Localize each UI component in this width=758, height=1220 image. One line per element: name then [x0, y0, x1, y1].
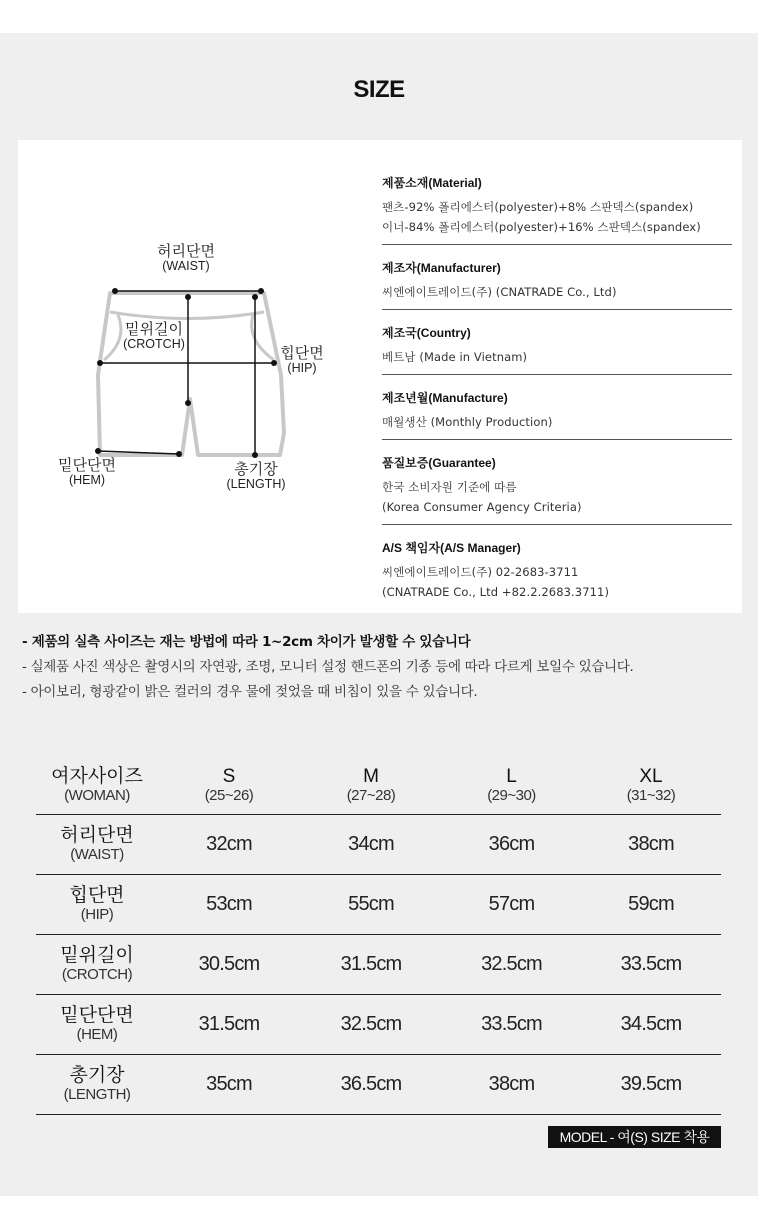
- row-label-en: (HIP): [80, 906, 114, 923]
- table-cell: 39.5cm: [581, 1055, 721, 1115]
- shorts-illustration: [18, 140, 378, 613]
- info-line: 씨엔에이트레이드(주) (CNATRADE Co., Ltd): [382, 285, 617, 299]
- info-line: 매월생산 (Monthly Production): [382, 415, 553, 429]
- crotch-label-ko: 밑위길이: [125, 321, 183, 338]
- size-name: S: [222, 765, 236, 787]
- table-cell: 36cm: [442, 815, 581, 875]
- info-heading: 제조국(Country): [382, 326, 471, 340]
- size-range: (27~28): [346, 786, 396, 804]
- row-label-en: (LENGTH): [63, 1086, 131, 1103]
- length-label-en: (LENGTH): [226, 477, 286, 491]
- header-label-en: (WOMAN): [64, 786, 130, 804]
- info-heading: 품질보증(Guarantee): [382, 456, 496, 470]
- info-as-manager: [382, 539, 732, 609]
- waist-label-ko: 허리단면: [157, 243, 215, 260]
- row-label: [36, 815, 158, 875]
- note-measurement: - 제품의 실측 사이즈는 재는 방법에 따라 1~2cm 차이가 발생할 수 있습니다: [22, 634, 471, 650]
- info-heading: 제품소재(Material): [382, 176, 482, 190]
- size-notes: [22, 630, 742, 705]
- table-cell: 33.5cm: [442, 995, 581, 1055]
- table-cell: 32cm: [158, 815, 300, 875]
- note-transparency: - 아이보리, 형광같이 밝은 컬러의 경우 물에 젖었을 때 비침이 있을 수 있습니다.: [22, 684, 478, 700]
- table-header-row: [36, 756, 721, 815]
- hem-label-en: (HEM): [68, 473, 106, 487]
- table-cell: 59cm: [581, 875, 721, 935]
- header-label-ko: 여자사이즈: [51, 765, 143, 787]
- hip-label: [270, 346, 334, 375]
- table-row: [36, 995, 721, 1055]
- table-cell: 38cm: [581, 815, 721, 875]
- table-row: [36, 935, 721, 995]
- row-label-en: (WAIST): [70, 846, 124, 863]
- table-cell: 34cm: [300, 815, 442, 875]
- crotch-label-en: (CROTCH): [123, 337, 185, 351]
- size-range: (25~26): [204, 786, 254, 804]
- size-name: XL: [639, 765, 663, 787]
- info-line: (CNATRADE Co., Ltd +82.2.2683.3711): [382, 585, 610, 599]
- table-header-cell: [158, 756, 300, 815]
- waist-label-en: (WAIST): [162, 259, 210, 273]
- table-cell: 38cm: [442, 1055, 581, 1115]
- info-guarantee: [382, 454, 732, 525]
- table-cell: 32.5cm: [442, 935, 581, 995]
- hem-label: [48, 458, 126, 487]
- row-label-ko: 총기장: [69, 1065, 125, 1086]
- info-manufacture-date: [382, 389, 732, 440]
- model-size-badge: MODEL - 여(S) SIZE 착용: [548, 1126, 721, 1148]
- table-cell: 55cm: [300, 875, 442, 935]
- table-cell: 53cm: [158, 875, 300, 935]
- table-cell: 35cm: [158, 1055, 300, 1115]
- hem-label-ko: 밑단단면: [58, 457, 116, 474]
- table-cell: 31.5cm: [158, 995, 300, 1055]
- row-label-en: (CROTCH): [61, 966, 133, 983]
- table-cell: 31.5cm: [300, 935, 442, 995]
- size-name: L: [506, 765, 517, 787]
- spec-card: [18, 140, 742, 613]
- page-title: SIZE: [353, 76, 405, 103]
- info-heading: 제조자(Manufacturer): [382, 261, 501, 275]
- waist-label: [146, 244, 226, 273]
- table-row: [36, 1055, 721, 1115]
- row-label: [36, 935, 158, 995]
- product-info: [382, 174, 732, 623]
- hip-label-en: (HIP): [287, 361, 317, 375]
- table-header-cell: [442, 756, 581, 815]
- info-material: [382, 174, 732, 245]
- table-cell: 36.5cm: [300, 1055, 442, 1115]
- info-country: [382, 324, 732, 375]
- info-manufacturer: [382, 259, 732, 310]
- shorts-diagram: [18, 140, 378, 613]
- size-name: M: [363, 765, 379, 787]
- table-cell: 30.5cm: [158, 935, 300, 995]
- info-line: 베트남 (Made in Vietnam): [382, 350, 528, 364]
- info-line: 이너-84% 폴리에스터(polyester)+16% 스판덱스(spandex): [382, 220, 701, 234]
- info-heading: 제조년월(Manufacture): [382, 391, 508, 405]
- row-label-ko: 힙단면: [69, 885, 125, 906]
- size-table: [36, 756, 721, 1115]
- row-label-ko: 밑단단면: [60, 1005, 134, 1026]
- row-label: [36, 1055, 158, 1115]
- row-label-ko: 밑위길이: [60, 945, 134, 966]
- info-line: 한국 소비자원 기준에 따름: [382, 480, 517, 494]
- length-label: [214, 462, 298, 491]
- size-range: (31~32): [626, 786, 676, 804]
- table-cell: 34.5cm: [581, 995, 721, 1055]
- table-cell: 57cm: [442, 875, 581, 935]
- length-label-ko: 총기장: [234, 461, 278, 478]
- info-heading: A/S 책임자(A/S Manager): [382, 541, 521, 555]
- info-line: 씨엔에이트레이드(주) 02-2683-3711: [382, 565, 579, 579]
- info-line: 팬츠-92% 폴리에스터(polyester)+8% 스판덱스(spandex): [382, 200, 694, 214]
- hip-label-ko: 힙단면: [280, 345, 324, 362]
- table-cell: 33.5cm: [581, 935, 721, 995]
- table-cell: 32.5cm: [300, 995, 442, 1055]
- table-header-cell: [36, 756, 158, 815]
- table-row: [36, 815, 721, 875]
- table-header-cell: [300, 756, 442, 815]
- note-color: - 실제품 사진 색상은 촬영시의 자연광, 조명, 모니터 설정 핸드폰의 기종 등에 따라 다르게 보일수 있습니다.: [22, 659, 634, 675]
- row-label: [36, 875, 158, 935]
- row-label-ko: 허리단면: [60, 825, 134, 846]
- info-line: (Korea Consumer Agency Criteria): [382, 500, 582, 514]
- row-label: [36, 995, 158, 1055]
- row-label-en: (HEM): [76, 1026, 118, 1043]
- size-range: (29~30): [487, 786, 536, 804]
- table-header-cell: [581, 756, 721, 815]
- table-row: [36, 875, 721, 935]
- crotch-label: [114, 322, 194, 351]
